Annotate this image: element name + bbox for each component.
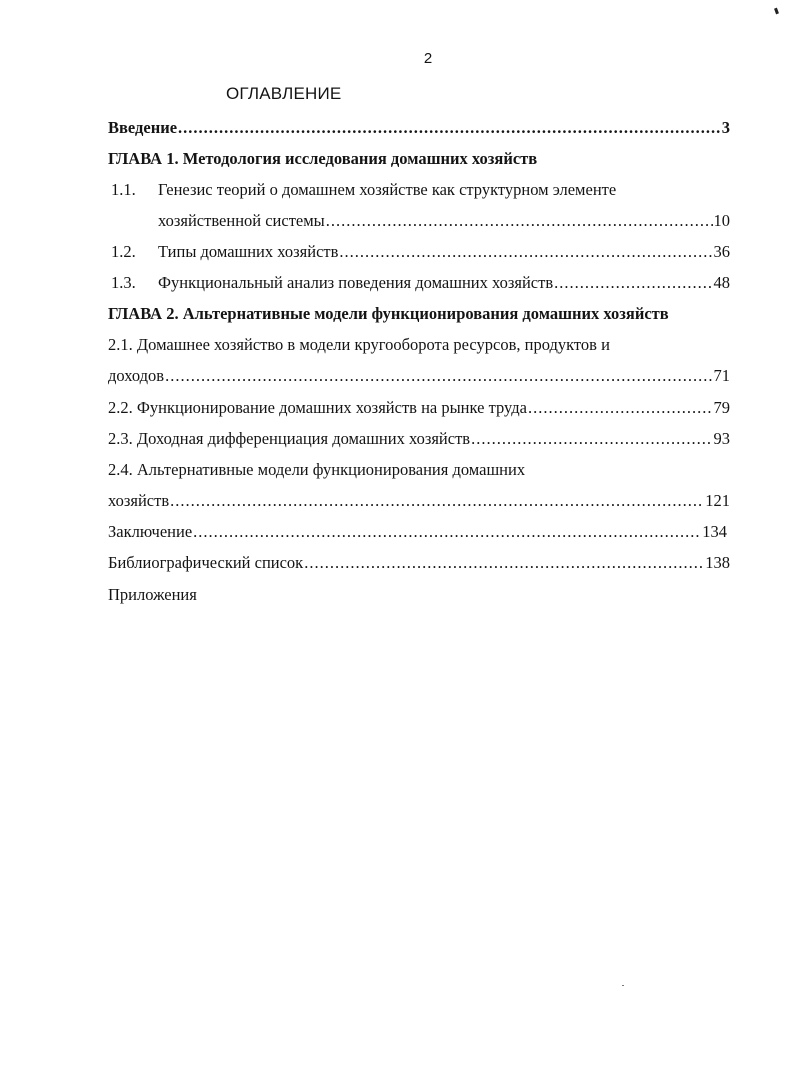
chapter-1-title[interactable]: ГЛАВА 1. Методология исследования домашних хозяйств [108,149,538,168]
section-number: 1.1. [111,180,136,199]
toc-entry-bibliography[interactable] [108,552,730,574]
toc-entry-page: 10 [713,211,730,230]
leader-dots [304,552,704,574]
leader-dots [165,365,712,387]
section-number: 1.3. [111,273,136,292]
toc-entry-page: 48 [713,273,730,292]
toc-entry-text: доходов [108,366,165,385]
toc-entry-text: Типы домашних хозяйств [158,242,339,261]
toc-entry-text: хозяйственной системы [158,211,325,230]
page-number: 2 [423,50,433,67]
leader-dots [326,210,713,232]
toc-entry-2-3[interactable] [108,428,730,450]
scan-mark [774,8,779,15]
toc-entry-text: Библиографический список [108,553,304,572]
toc-entry-1-1-line2[interactable] [158,210,730,232]
chapter-2-title[interactable]: ГЛАВА 2. Альтернативные модели функционирования домашних хозяйств [108,304,669,323]
toc-entry-text: Функциональный анализ поведения домашних хозяйств [158,273,554,292]
toc-entry-page: 36 [713,242,730,261]
section-number: 1.2. [111,242,136,261]
toc-entry-2-4-line1[interactable]: 2.4. Альтернативные модели функционирования домашних [108,460,526,479]
toc-title: ОГЛАВЛЕНИЕ [226,84,342,103]
toc-entry-appendices[interactable]: Приложения [108,585,197,604]
toc-entry-1-3[interactable] [111,272,730,294]
toc-entry-text: Заключение [108,522,193,541]
toc-entry-conclusion[interactable] [108,521,727,543]
scan-speck [622,985,624,986]
toc-entry-page: 134 [702,522,727,541]
leader-dots [528,397,713,419]
toc-entry-page: 71 [713,366,730,385]
toc-entry-1-1-line1[interactable] [111,179,616,201]
leader-dots [178,117,721,139]
toc-entry-text: Введение [108,118,178,137]
toc-entry-2-1-line2[interactable] [108,365,730,387]
leader-dots [170,490,704,512]
toc-entry-text: 2.2. Функционирование домашних хозяйств на рынке труда [108,398,527,417]
toc-entry-text: хозяйств [108,491,170,510]
toc-entry-text: Генезис теорий о домашнем хозяйстве как структурном элементе [158,180,617,199]
leader-dots [193,521,701,543]
leader-dots [471,428,712,450]
toc-entry-page: 93 [713,429,730,448]
toc-entry-2-2[interactable] [108,397,730,419]
toc-entry-2-4-line2[interactable] [108,490,730,512]
leader-dots [339,241,712,263]
toc-entry-page: 79 [713,398,730,417]
toc-entry-page: 138 [705,553,730,572]
toc-entry-page: 3 [721,118,730,137]
toc-entry-1-2[interactable] [111,241,730,263]
leader-dots [554,272,712,294]
toc-entry-2-1-line1[interactable]: 2.1. Домашнее хозяйство в модели кругооборота ресурсов, продуктов и [108,335,610,354]
toc-entry-text: 2.3. Доходная дифференциация домашних хозяйств [108,429,471,448]
toc-entry-page: 121 [705,491,730,510]
toc-entry-intro[interactable] [108,117,730,139]
